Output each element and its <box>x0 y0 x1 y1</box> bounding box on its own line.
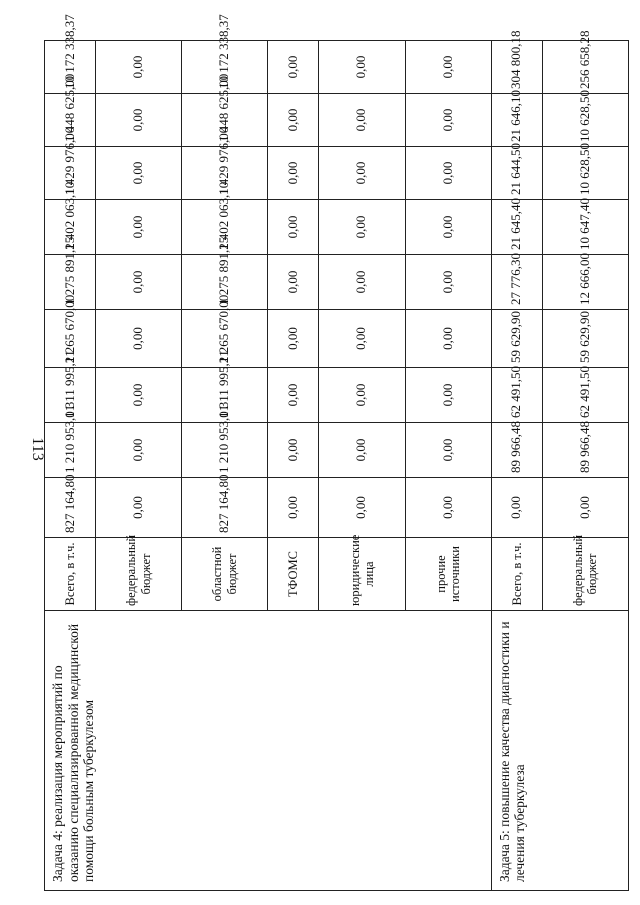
value-cell: 0,00 <box>319 368 405 423</box>
value-cell: 0,00 <box>95 368 181 423</box>
source-label: областной бюджет <box>182 538 268 611</box>
value-cell: 0,00 <box>319 147 405 200</box>
budget-table <box>44 14 629 891</box>
value-cell: 1 448 625,00 <box>45 94 96 147</box>
task-5-title: Задача 5: повышение качества диагностики и лечения туберкулеза <box>491 611 628 891</box>
value-cell: 0,00 <box>319 200 405 255</box>
value-cell: 0,00 <box>95 423 181 478</box>
value-cell: 0,00 <box>95 478 181 538</box>
value-cell: 0,00 <box>405 423 491 478</box>
source-label: юридические лица <box>319 538 405 611</box>
value-cell: 1 402 063,10 <box>45 200 96 255</box>
value-cell: 89 966,48 <box>491 423 542 478</box>
table-row <box>491 41 542 891</box>
value-cell: 0,00 <box>542 478 628 538</box>
value-cell: 0,00 <box>268 41 319 94</box>
value-cell: 0,00 <box>319 41 405 94</box>
value-cell: 21 644,50 <box>491 147 542 200</box>
value-cell: 0,00 <box>491 478 542 538</box>
value-cell: 0,00 <box>95 147 181 200</box>
source-label: Всего, в т.ч. <box>491 538 542 611</box>
value-cell: 1 265 670,00 <box>45 310 96 368</box>
value-cell: 0,00 <box>319 423 405 478</box>
value-cell: 0,00 <box>405 94 491 147</box>
value-cell: 1 402 063,10 <box>182 200 268 255</box>
value-cell: 0,00 <box>268 200 319 255</box>
value-cell: 1 311 995,21 <box>182 368 268 423</box>
value-cell: 1 448 625,00 <box>182 94 268 147</box>
value-cell: 0,00 <box>405 310 491 368</box>
value-cell: 21 646,10 <box>491 94 542 147</box>
source-label: прочие источники <box>405 538 491 611</box>
value-cell: 0,00 <box>95 255 181 310</box>
source-label: федеральный бюджет <box>95 538 181 611</box>
value-cell: 1 429 976,00 <box>182 147 268 200</box>
source-label: Всего, в т.ч. <box>45 538 96 611</box>
value-cell: 0,00 <box>95 310 181 368</box>
value-cell: 10 172 338,37 <box>182 41 268 94</box>
value-cell: 0,00 <box>268 255 319 310</box>
value-cell: 27 776,30 <box>491 255 542 310</box>
value-cell: 0,00 <box>268 478 319 538</box>
value-cell: 12 666,00 <box>542 255 628 310</box>
value-cell: 827 164,80 <box>182 478 268 538</box>
value-cell: 0,00 <box>268 94 319 147</box>
value-cell: 304 800,18 <box>491 41 542 94</box>
value-cell: 1 429 976,00 <box>45 147 96 200</box>
value-cell: 10 647,40 <box>542 200 628 255</box>
value-cell: 62 491,50 <box>491 368 542 423</box>
value-cell: 1 275 891,25 <box>45 255 96 310</box>
value-cell: 0,00 <box>268 368 319 423</box>
value-cell: 1 210 953,01 <box>45 423 96 478</box>
page-number: 113 <box>29 437 46 461</box>
value-cell: 89 966,48 <box>542 423 628 478</box>
value-cell: 0,00 <box>268 310 319 368</box>
value-cell: 59 629,90 <box>542 310 628 368</box>
value-cell: 1 275 891,25 <box>182 255 268 310</box>
rotated-table-container <box>44 14 629 891</box>
value-cell: 0,00 <box>319 478 405 538</box>
value-cell: 256 658,28 <box>542 41 628 94</box>
table-row <box>45 41 96 891</box>
source-label: ТФОМС <box>268 538 319 611</box>
value-cell: 59 629,90 <box>491 310 542 368</box>
value-cell: 1 210 953,01 <box>182 423 268 478</box>
value-cell: 10 628,50 <box>542 94 628 147</box>
value-cell: 0,00 <box>268 147 319 200</box>
value-cell: 21 645,40 <box>491 200 542 255</box>
value-cell: 1 265 670,00 <box>182 310 268 368</box>
value-cell: 0,00 <box>405 147 491 200</box>
value-cell: 0,00 <box>405 200 491 255</box>
value-cell: 827 164,80 <box>45 478 96 538</box>
value-cell: 0,00 <box>95 94 181 147</box>
value-cell: 0,00 <box>319 310 405 368</box>
value-cell: 0,00 <box>405 255 491 310</box>
value-cell: 0,00 <box>319 94 405 147</box>
value-cell: 0,00 <box>405 478 491 538</box>
value-cell: 0,00 <box>405 368 491 423</box>
value-cell: 0,00 <box>405 41 491 94</box>
value-cell: 0,00 <box>268 423 319 478</box>
value-cell: 10 172 338,37 <box>45 41 96 94</box>
value-cell: 0,00 <box>95 200 181 255</box>
value-cell: 62 491,50 <box>542 368 628 423</box>
value-cell: 10 628,50 <box>542 147 628 200</box>
value-cell: 0,00 <box>95 41 181 94</box>
value-cell: 1 311 995,21 <box>45 368 96 423</box>
value-cell: 0,00 <box>319 255 405 310</box>
task-4-title: Задача 4: реализация мероприятий по оказанию специализированной медицинской помощи больным туберкулезом <box>45 611 492 891</box>
source-label: федеральный бюджет <box>542 538 628 611</box>
